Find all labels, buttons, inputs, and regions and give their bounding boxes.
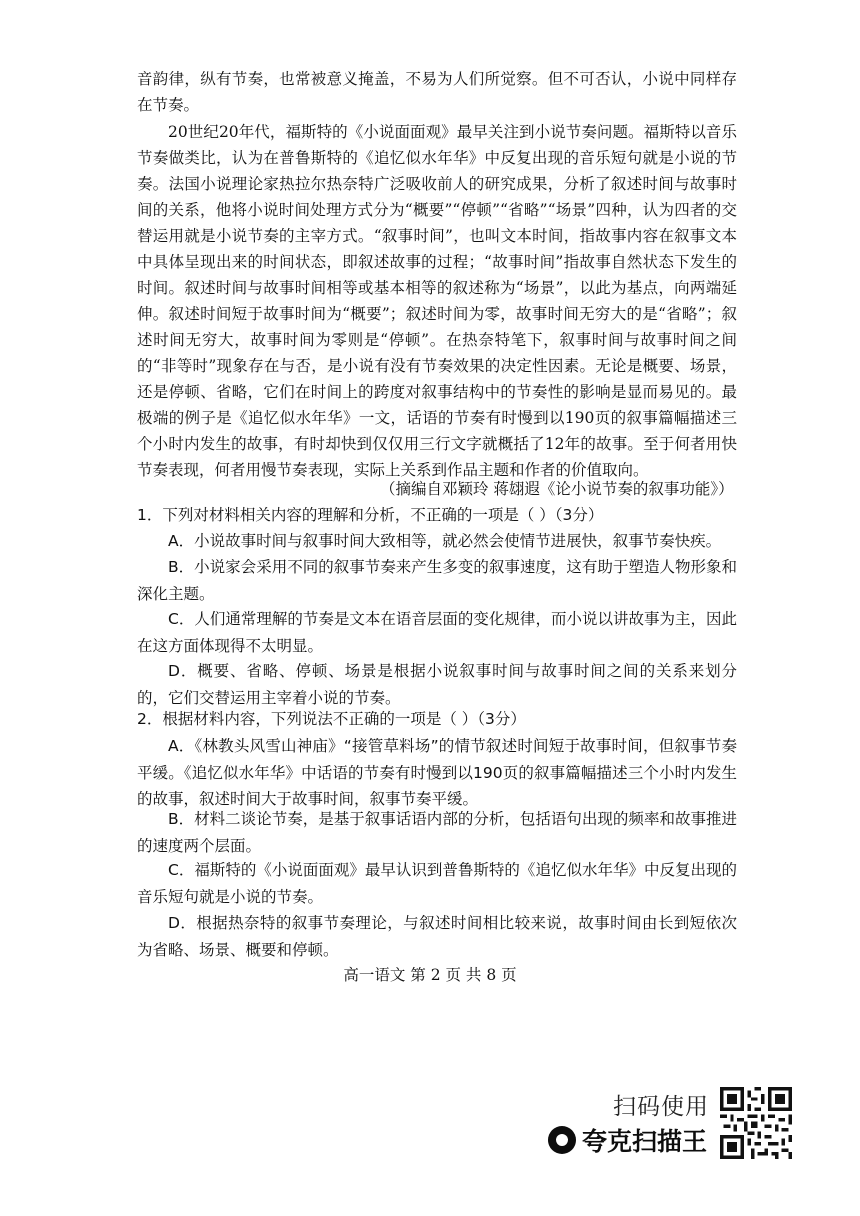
question-2-option-d: D．根据热奈特的叙事节奏理论，与叙述时间相比较来说，故事时间由长到短依次为省略、场景、概要和停顿。 <box>137 914 737 959</box>
page-footer: 高一语文 第 2 页 共 8 页 <box>343 966 517 984</box>
question-1-option-b: B．小说家会采用不同的叙事节奏来产生多变的叙事速度，这有助于塑造人物形象和深化主题。 <box>137 558 737 603</box>
question-1-option-a: A．小说故事时间与叙事时间大致相等，就必然会使情节进展快，叙事节奏快疾。 <box>168 532 722 550</box>
brand-logo-icon <box>548 1126 576 1154</box>
question-2-stem: 2．根据材料内容，下列说法不正确的一项是（ ）（3分） <box>137 710 526 728</box>
passage-source: （摘编自邓颖玲 蒋翃遐《论小说节奏的叙事功能》） <box>380 480 734 498</box>
question-2-option-a: A．《林教头风雪山神庙》“接管草料场”的情节叙述时间短于故事时间，但叙事节奏平缓。《追忆似水年华》中话语的节奏有时慢到以190页的叙事篇幅描述三个小时内发生的故事，叙述时间大于故事时间，叙事节奏平缓。 <box>137 737 737 808</box>
scanner-brand <box>548 1122 707 1158</box>
passage-paragraph-0: 音韵律，纵有节奏，也常被意义掩盖，不易为人们所觉察。但不可否认，小说中同样存在节奏。 <box>137 70 737 114</box>
brand-name: 夸克扫描王 <box>582 1127 708 1156</box>
qr-code-icon[interactable] <box>720 1087 792 1159</box>
question-1-option-c: C．人们通常理解的节奏是文本在语音层面的变化规律，而小说以讲故事为主，因此在这方面体现得不太明显。 <box>137 610 737 655</box>
question-2-option-b: B．材料二谈论节奏，是基于叙事话语内部的分析，包括语句出现的频率和故事推进的速度两个层面。 <box>137 810 737 855</box>
question-1-stem: 1．下列对材料相关内容的理解和分析，不正确的一项是（ ）（3分） <box>137 506 604 524</box>
scan-label: 扫码使用 <box>613 1094 709 1120</box>
question-1-option-d: D．概要、省略、停顿、场景是根据小说叙事时间与故事时间之间的关系来划分的，它们交替运用主宰着小说的节奏。 <box>137 662 737 707</box>
passage-paragraph-1: 20世纪20年代，福斯特的《小说面面观》最早关注到小说节奏问题。福斯特以音乐节奏做类比，认为在普鲁斯特的《追忆似水年华》中反复出现的音乐短句就是小说的节奏。法国小说理论家热拉尔热奈特广泛吸收前人的研究成果，分析了叙述时间与故事时间的关系，他将小说时间处理方式分为“概要”“停顿”“省略”“场景”四种，认为四者的交替运用就是小说节奏的主宰方式。“叙事时间”，也叫文本时间，指故事内容在叙事文本中具体呈现出来的时间状态，即叙述故事的过程；“故事时间”指故事自然状态下发生的时间。叙述时间与故事时间相等或基本相等的叙述称为“场景”，以此为基点，向两端延伸。叙述时间短于故事时间为“概要”；叙述时间为零，故事时间无穷大的是“省略”；叙述时间无穷大，故事时间为零则是“停顿”。在热奈特笔下，叙事时间与故事时间之间的“非等时”现象存在与否，是小说有没有节奏效果的决定性因素。无论是概要、场景，还是停顿、省略，它们在时间上的跨度对叙事结构中的节奏性的影响是显而易见的。最极端的例子是《追忆似水年华》一文，话语的节奏有时慢到以190页的叙事篇幅描述三个小时内发生的故事，有时却快到仅仅用三行文字就概括了12年的故事。至于何者用快节奏表现，何者用慢节奏表现，实际上关系到作品主题和作者的价值取向。 <box>137 123 737 479</box>
question-2-option-c: C．福斯特的《小说面面观》最早认识到普鲁斯特的《追忆似水年华》中反复出现的音乐短句就是小说的节奏。 <box>137 861 737 906</box>
